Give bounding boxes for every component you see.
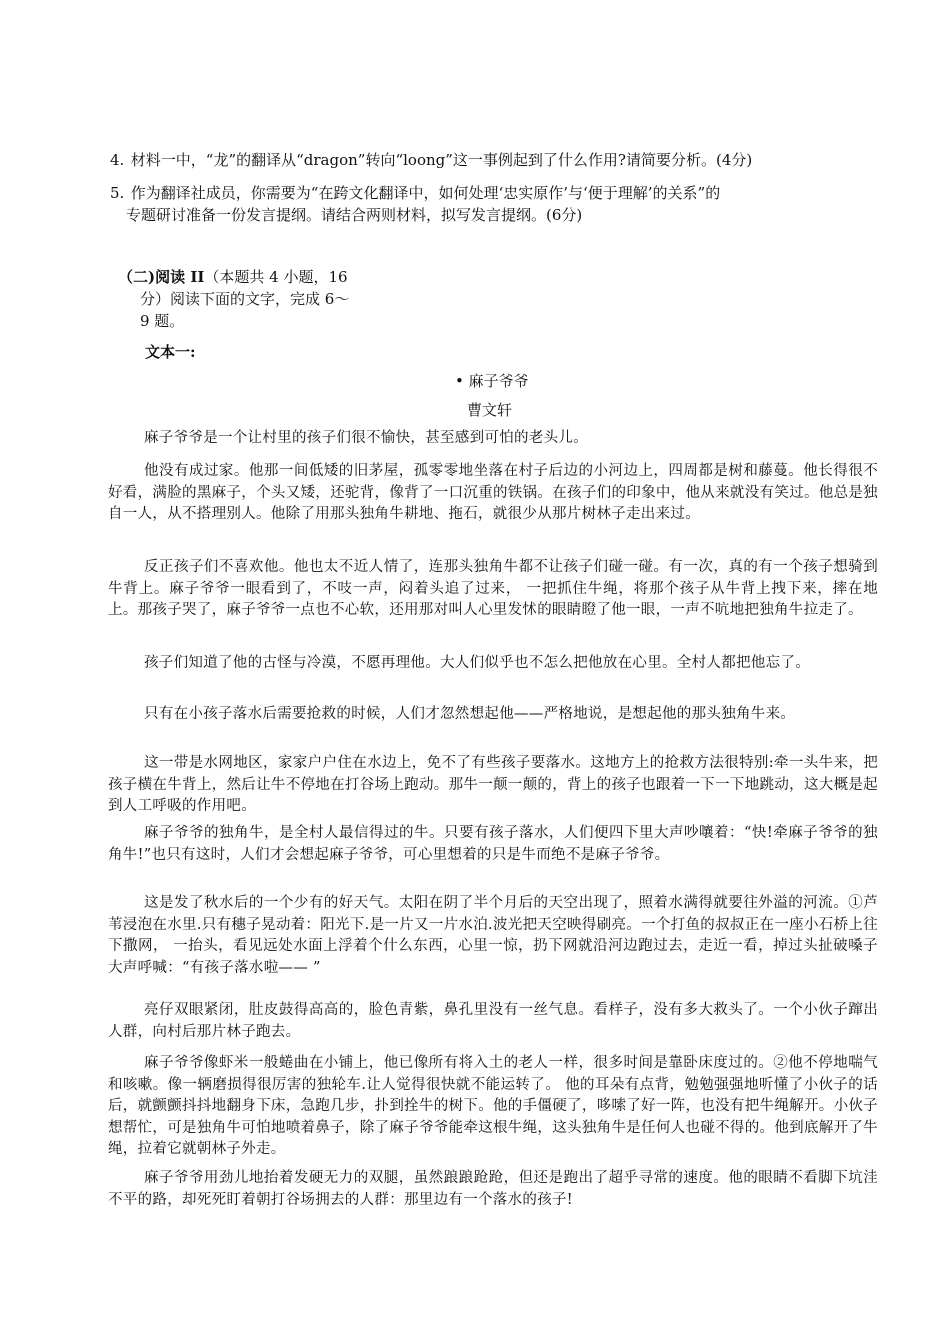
article-author: 曹文轩	[467, 401, 513, 419]
section-title: （二)阅读 II	[118, 268, 205, 286]
question-number: 5.	[110, 184, 125, 202]
section-heading	[118, 266, 388, 332]
section-info-1: （本题共 4 小题，16	[204, 268, 348, 286]
text-label: 文本一:	[145, 343, 196, 361]
paragraph: 反正孩子们不喜欢他。他也太不近人情了，连那头独角牛都不让孩子们碰一碰。有一次，真的有一个孩子想骑到牛背上。麻子爷爷一眼看到了，不吱一声，闷着头追了过来， 一把抓住牛绳，将那个孩子从牛背上拽下来，摔在地上。那孩子哭了，麻子爷爷一点也不心软，还用那对叫人心里发怵的眼睛瞪了他一眼，一声不吭地把独角牛拉走了。	[108, 559, 878, 618]
question-5	[110, 182, 875, 226]
paragraph: 只有在小孩子落水后需要抢救的时候，人们才忽然想起他——严格地说，是想起他的那头独角牛来。	[144, 706, 796, 722]
paragraph: 亮仔双眼紧闭，肚皮鼓得高高的，脸色青紫，鼻孔里没有一丝气息。看样子，没有多大救头了。一个小伙子蹿出人群，向村后那片林子跑去。	[108, 1002, 878, 1040]
paragraph: 麻子爷爷的独角牛，是全村人最信得过的牛。只要有孩子落水，人们便四下里大声吵嚷着：“快!牵麻子爷爷的独角牛!”也只有这时，人们才会想起麻子爷爷，可心里想着的只是牛而绝不是麻子爷爷。	[108, 825, 878, 863]
question-text: 材料一中，“龙”的翻译从“dragon”转向“loong”这一事例起到了什么作用?请简要分析。(4分)	[130, 151, 753, 169]
paragraph: 麻子爷爷用劲儿地抬着发硬无力的双腿，虽然踉踉跄跄，但还是跑出了超乎寻常的速度。他的眼睛不看脚下坑洼不平的路，却死死盯着朝打谷场拥去的人群：那里边有一个落水的孩子!	[108, 1170, 878, 1208]
question-text-line2: 专题研讨准备一份发言提纲。请结合两则材料，拟写发言提纲。(6分)	[126, 206, 583, 224]
paragraph: 他没有成过家。他那一间低矮的旧茅屋，孤零零地坐落在村子后边的小河边上，四周都是树和藤蔓。他长得很不好看，满脸的黑麻子，个头又矮，还驼背，像背了一口沉重的铁锅。在孩子们的印象中，他从来就没有笑过。他总是独自一人，从不搭理别人。他除了用那头独角牛耕地、拖石，就很少从那片树林子走出来过。	[108, 463, 878, 522]
paragraph: 麻子爷爷像虾米一般蜷曲在小铺上，他已像所有将入土的老人一样，很多时间是靠卧床度过的。②他不停地喘气和咳嗽。像一辆磨损得很厉害的独轮车.让人觉得很快就不能运转了。 他的耳朵有点背，勉勉强强地听懂了小伙子的话后，就颤颤抖抖地翻身下床，急跑几步，扑到拴牛的树下。他的手僵硬了，哆嗦了好一阵，也没有把牛绳解开。小伙子想帮忙，可是独角牛可怕地喷着鼻子，除了麻子爷爷能牵这根牛绳，这头独角牛是任何人也碰不得的。他到底解开了牛绳，拉着它就朝林子外走。	[108, 1055, 878, 1157]
paragraph: 这一带是水网地区，家家户户住在水边上，免不了有些孩子要落水。这地方上的抢救方法很特别:牵一头牛来，把孩子横在牛背上，然后让牛不停地在打谷场上跑动。那牛一颠一颠的，背上的孩子也跟着一下一下地跳动，这大概是起到人工呼吸的作用吧。	[108, 755, 878, 814]
section-info-2: 分）阅读下面的文字，完成 6～	[140, 290, 350, 308]
paragraph: 孩子们知道了他的古怪与冷漠，不愿再理他。大人们似乎也不怎么把他放在心里。全村人都把他忘了。	[144, 655, 810, 671]
paragraph: 麻子爷爷是一个让村里的孩子们很不愉快，甚至感到可怕的老头儿。	[144, 430, 588, 446]
section-info-3: 9 题。	[140, 312, 185, 330]
question-4	[110, 149, 875, 171]
article-title: • 麻子爷爷	[455, 372, 529, 390]
question-number: 4.	[110, 151, 125, 169]
question-text-line1: 作为翻译社成员，你需要为“在跨文化翻译中，如何处理‘忠实原作’与‘便于理解’的关系”的	[130, 184, 721, 202]
paragraph: 这是发了秋水后的一个少有的好天气。太阳在阴了半个月后的天空出现了，照着水满得就要往外溢的河流。①芦苇浸泡在水里.只有穗子晃动着：阳光下.是一片又一片水泊.波光把天空映得刷亮。一个打鱼的叔叔正在一座小石桥上往下撒网， 一抬头，看见远处水面上浮着个什么东西，心里一惊，扔下网就沿河边跑过去，走近一看，掉过头扯破嗓子大声呼喊：“有孩子落水啦—— ”	[108, 895, 878, 976]
